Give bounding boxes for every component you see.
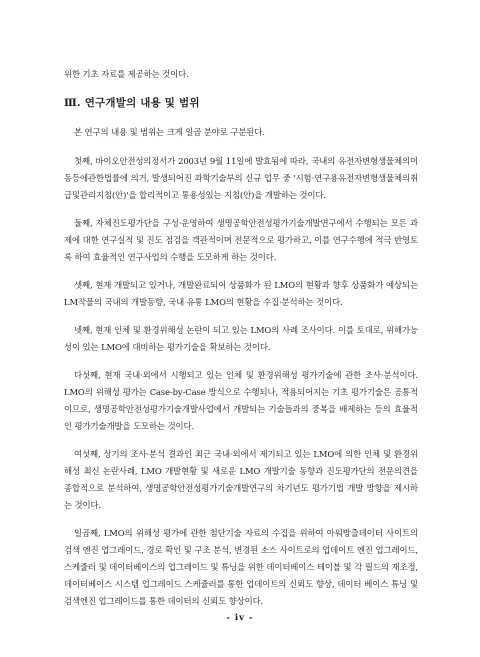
paragraph-2: 둘째, 자체진도평가단을 구성·운영하여 생명공학안전성평가기술개발연구에서 수행되는 모든 과제에 대한 연구실적 및 진도 점검을 객관적이며 전문적으로 평가하고, 이를 연구수행에 적극 반영토록 하여 효율적인 연구사업의 수행을 도모하게 하는 것이다. — [64, 218, 418, 262]
paragraph-7: 일곱째, LMO의 위해성 평가에 관한 첨단기술 자료의 수집을 위하여 아워방출데이터 사이트의 검색 엔진 업그레이드, 경로 확인 및 구조 분석, 변경된 소스 사이트로의 업데이트 엔진 업그레이드, 스케줄러 및 데이터베이스의 업그레이드 및 튜닝을 위한 데이터베이스 테이블 및 각 필드의 재조정, 데이터베이스 시스템 업그레이드 스케쥴러를 통한 업데이트의 신뢰도 향상, 데이터 베이스 튜닝 및 검색엔진 업그레이드를 통한 데이터의 신뢰도 향상이다. — [64, 528, 418, 606]
paragraph-6: 여섯째, 상기의 조사·분석 결과인 최근 국내·외에서 제기되고 있는 LMO에 의한 인체 및 환경위해성 최신 논란사례, LMO 개발현황 및 새로운 LMO 개발기술 동향과 진도평가단의 전문의견을 종합적으로 분석하여, 생명공학안전성평가기술개발연구의 차기년도 평가기법 개발 방향을 제시하는 것이다. — [64, 449, 418, 510]
paragraph-5: 다섯째, 현재 국내·외에서 시행되고 있는 인체 및 환경위해성 평가기술에 관한 조사·분석이다. LMO의 위해성 평가는 Case-by-Case 방식으로 수행되나, 적용되어지는 기초 평가기술은 공통적이므로, 생명공학안전성평가기술개발사업에서 개발되는 기술들과의 중복을 배제하는 등의 효율적인 평가기술개발을 도모하는 것이다. — [64, 370, 418, 431]
section-intro: 본 연구의 내용 및 범위는 크게 일곱 분야로 구분된다. — [74, 127, 265, 137]
page-number: - iv - — [226, 613, 254, 623]
paragraph-4: 넷째, 현재 인체 및 환경위해성 논란이 되고 있는 LMO의 사례 조사이다. 이를 토대로, 위해가능성이 있는 LMO에 대비하는 평가기술을 확보하는 것이다. — [64, 325, 418, 352]
section-heading: Ⅲ. 연구개발의 내용 및 범위 — [64, 97, 200, 109]
paragraph-3: 셋째, 현재 개발되고 있거나, 개발완료되어 상품화가 된 LMO의 현황과 향후 상품화가 예상되는 LM작물의 국내의 개발동향, 국내 유통 LMO의 현황을 수집·분석하는 것이다. — [64, 280, 418, 307]
intro-line: 위한 기초 자료를 제공하는 것이다. — [64, 69, 189, 79]
paragraph-1: 첫째, 바이오안전성의정서가 2003년 9월 11일에 발효됨에 따라, 국내의 유전자변형생물체의이동등에관한법률에 의거, 발생되어진 과학기술부의 신규 업무 중 '시험·연구용유전자변형생물체의취급및관리지침(안)'을 합리적이고 통용성있는 지침(안)을 개발하는 것이다. — [64, 156, 418, 200]
